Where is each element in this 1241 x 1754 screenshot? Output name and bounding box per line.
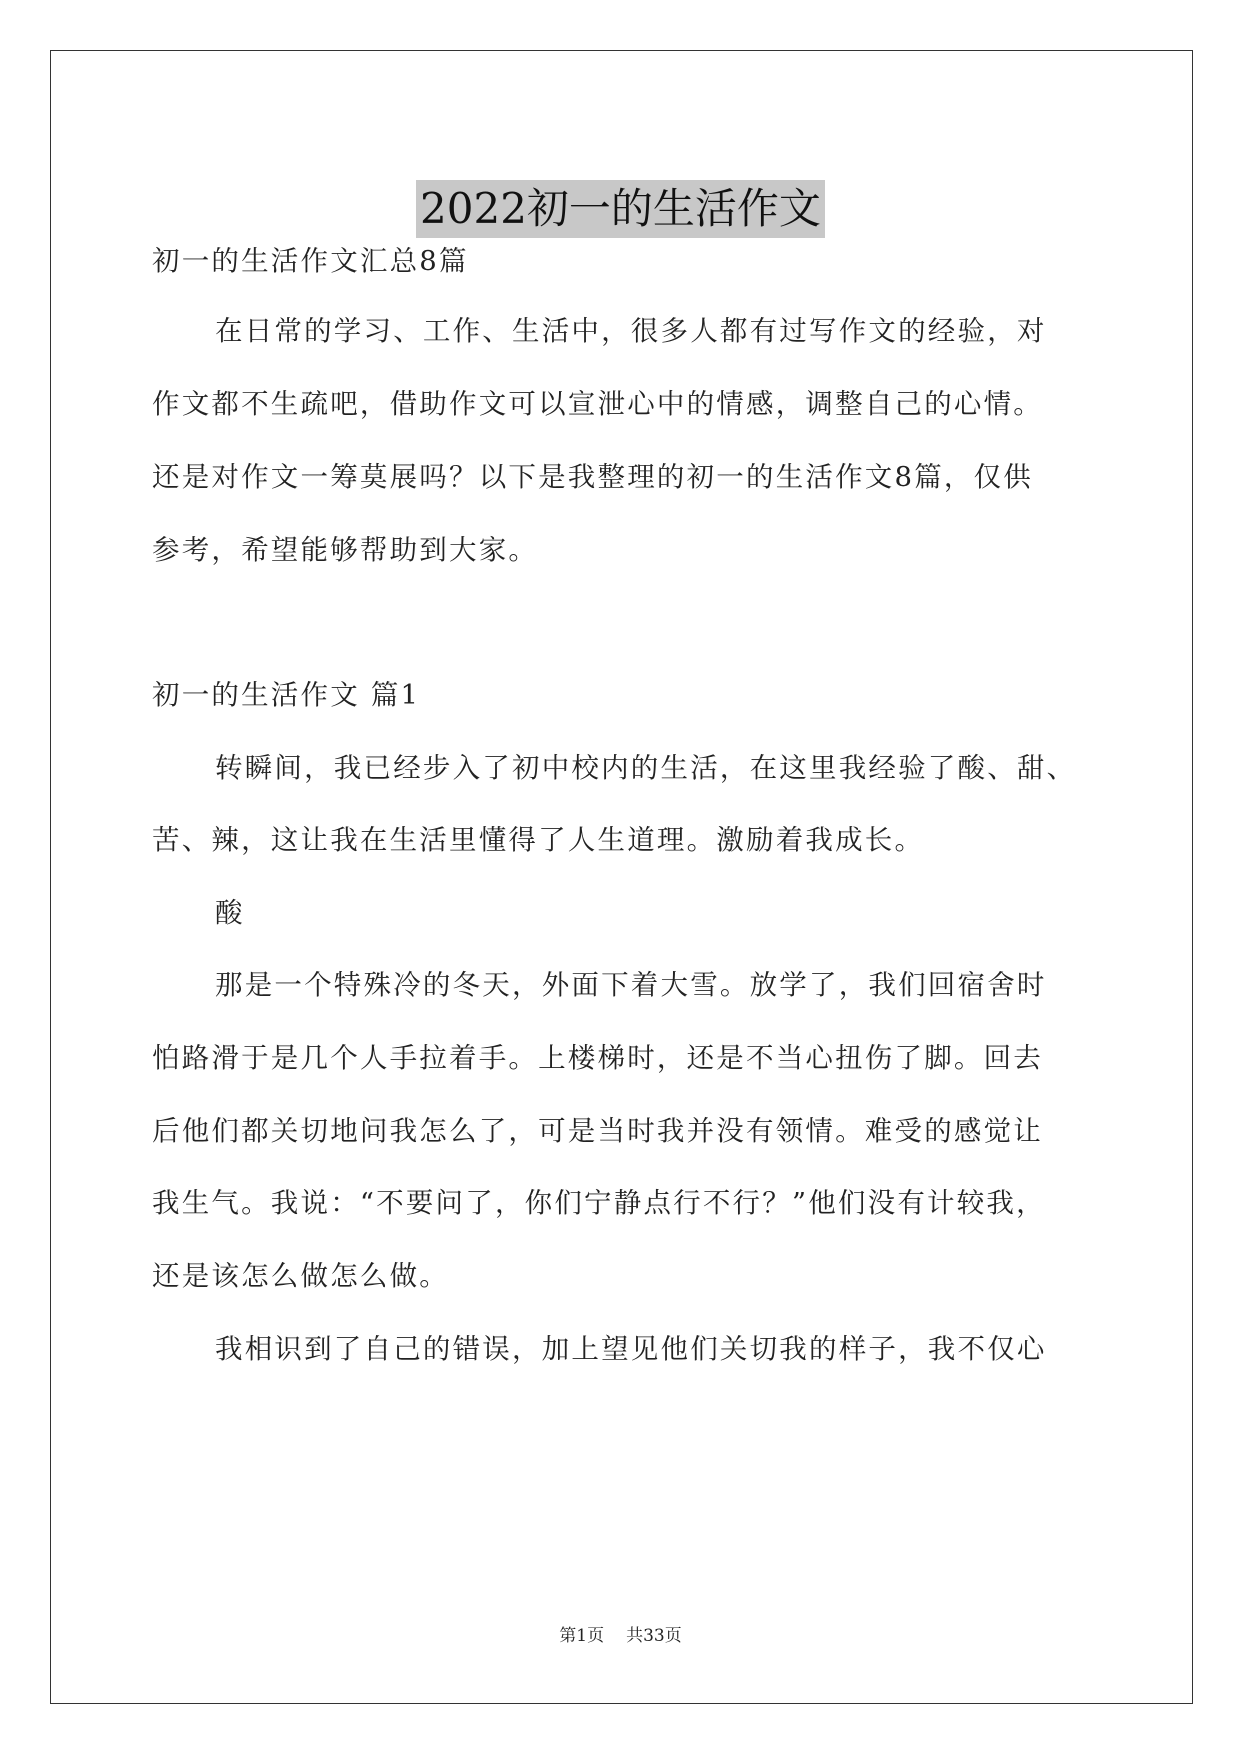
body-paragraph-line: 后他们都关切地问我怎么了，可是当时我并没有领情。难受的感觉让 — [152, 1115, 1043, 1147]
body-paragraph-line: 那是一个特殊冷的冬天，外面下着大雪。放学了，我们回宿舍时 — [215, 969, 1047, 1001]
body-paragraph-line: 怕路滑于是几个人手拉着手。上楼梯时，还是不当心扭伤了脚。回去 — [152, 1042, 1043, 1074]
intro-paragraph-line: 在日常的学习、工作、生活中，很多人都有过写作文的经验，对 — [215, 315, 1047, 347]
body-paragraph-line: 转瞬间，我已经步入了初中校内的生活，在这里我经验了酸、甜、 — [215, 752, 1077, 784]
intro-paragraph-line: 还是对作文一筹莫展吗？以下是我整理的初一的生活作文8篇，仅供 — [152, 461, 1033, 493]
section-heading: 初一的生活作文 篇1 — [152, 679, 421, 711]
body-paragraph-line: 我相识到了自己的错误，加上望见他们关切我的样子，我不仅心 — [215, 1333, 1047, 1365]
page-border — [50, 50, 1193, 1704]
page-footer — [0, 1625, 1241, 1647]
page-number: 第1页 — [559, 1626, 605, 1646]
subheading: 酸 — [215, 897, 245, 929]
intro-paragraph-line: 参考，希望能够帮助到大家。 — [152, 534, 539, 566]
document-title: 2022初一的生活作文 — [416, 180, 825, 238]
body-paragraph-line: 我生气。我说：“不要问了，你们宁静点行不行？”他们没有计较我， — [152, 1187, 1046, 1219]
page-total: 共33页 — [626, 1626, 682, 1646]
body-paragraph-line: 苦、辣，这让我在生活里懂得了人生道理。激励着我成长。 — [152, 824, 925, 856]
body-paragraph-line: 还是该怎么做怎么做。 — [152, 1260, 449, 1292]
intro-paragraph-line: 作文都不生疏吧，借助作文可以宣泄心中的情感，调整自己的心情。 — [152, 388, 1043, 420]
collection-heading: 初一的生活作文汇总8篇 — [152, 245, 469, 277]
